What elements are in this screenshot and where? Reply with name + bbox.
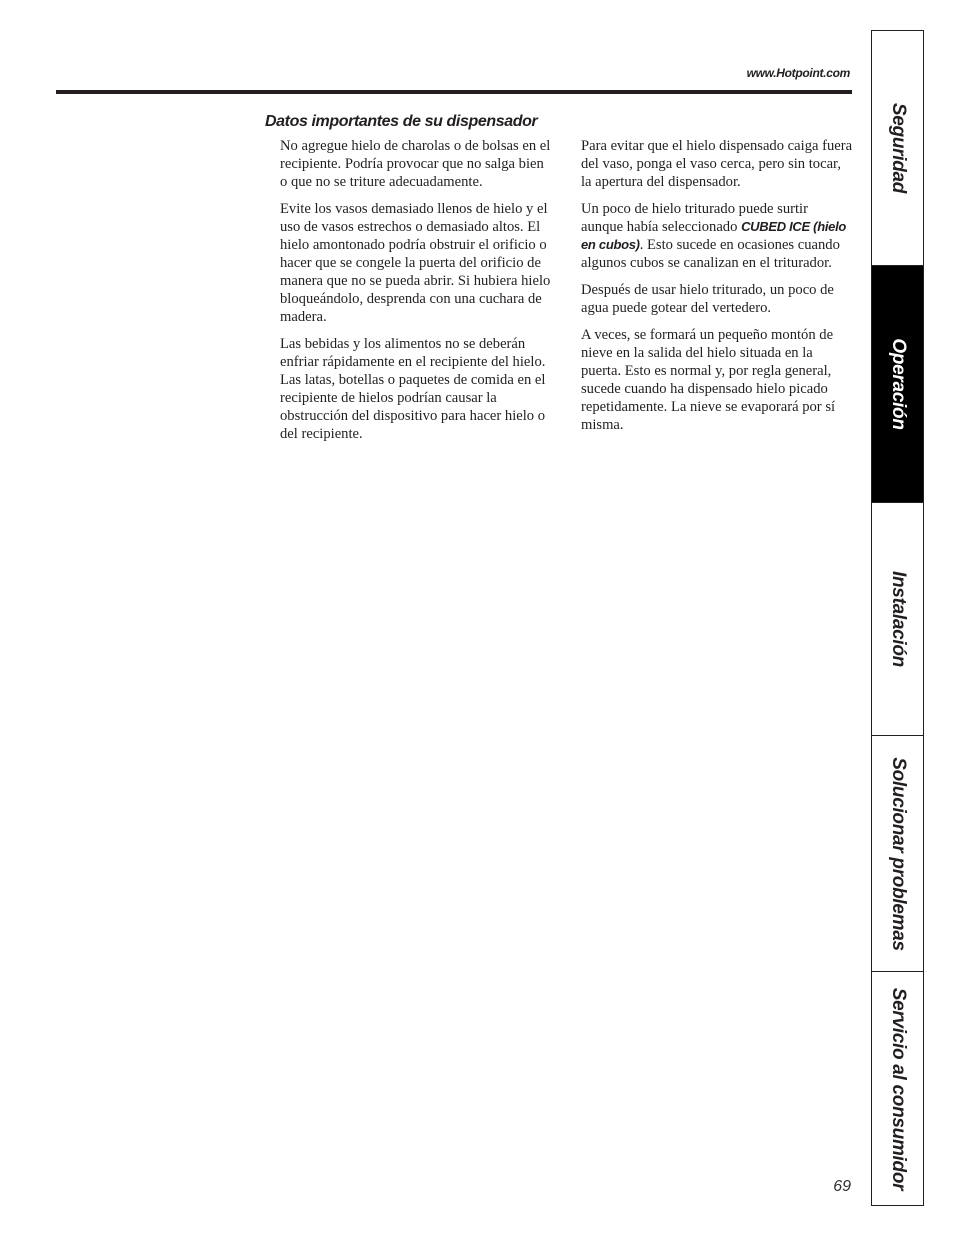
paragraph: No agregue hielo de charolas o de bolsas en el recipiente. Podría provocar que no salga bien o que no se triture adecuadamente. [280,138,551,190]
paragraph: Las bebidas y los alimentos no se deberán enfriar rápidamente en el recipiente del hielo. Las latas, botellas o paquetes de comida en el recipiente de hielos podrían causar la obstrucción del dispositivo para hacer hielo o del recipiente. [280,336,546,442]
paragraph: A veces, se formará un pequeño montón de nieve en la salida del hielo situada en la puerta. Esto es normal y, por regla general, sucede cuando ha dispensado hielo picado repetidamente. La nieve se evaporará por sí misma. [581,327,836,433]
section-title: Datos importantes de su dispensador [265,113,538,130]
left-column [280,137,552,452]
paragraph [581,200,853,272]
tab-instalacion[interactable] [872,503,923,736]
paragraph-text: Un poco de hielo triturado puede surtir aunque había seleccionado [581,201,808,235]
tab-label: Instalación [887,571,909,667]
tab-label: Operación [887,338,909,430]
paragraph: Después de usar hielo triturado, un poco de agua puede gotear del vertedero. [581,282,834,316]
tab-label: Servicio al consumidor [887,987,909,1190]
tab-operacion[interactable] [872,266,923,503]
cubed-ice-term: CUBED ICE (hielo en cubos) [581,219,847,252]
paragraph: Evite los vasos demasiado llenos de hielo y el uso de vasos estrechos o demasiado altos. El hielo amontonado podría obstruir el orificio o hacer que se congele la puerta del orificio de manera que no se pueda abrir. Si hubiera hielo bloqueándolo, desprenda con una cuchara de madera. [280,201,551,325]
page-number: 69 [833,1178,851,1195]
section-tabs [871,30,924,1206]
tab-servicio-al-consumidor[interactable] [872,972,923,1205]
tab-label: Seguridad [887,102,909,194]
paragraph: Para evitar que el hielo dispensado caiga fuera del vaso, ponga el vaso cerca, pero sin tocar, la apertura del dispensador. [581,138,853,190]
tab-label: Solucionar problemas [887,756,909,951]
website-url: www.Hotpoint.com [746,66,850,80]
header-rule [56,90,852,94]
paragraph-text: . Esto sucede en ocasiones cuando algunos cubos se canalizan en el triturador. [581,237,840,271]
tab-seguridad[interactable] [872,31,923,266]
tab-solucionar-problemas[interactable] [872,736,923,972]
right-column [581,137,853,443]
